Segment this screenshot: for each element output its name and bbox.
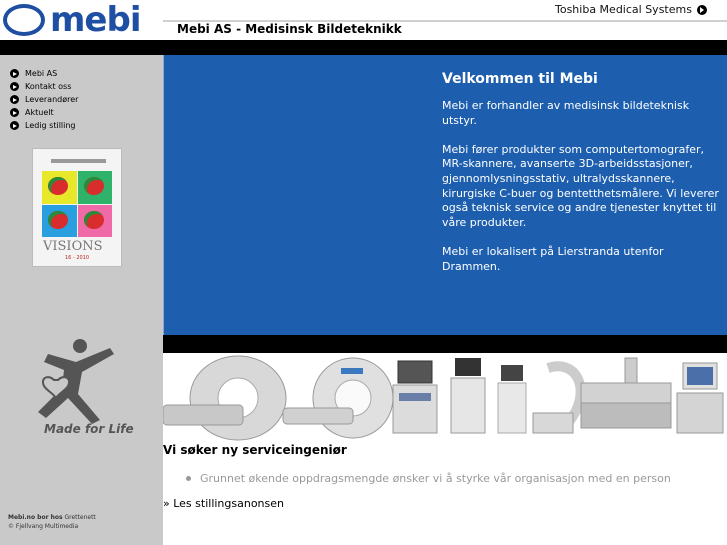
- sidebar-item-kontakt[interactable]: [10, 80, 78, 93]
- welcome-paragraph: Mebi fører produkter som computertomografer, MR-skannere, avanserte 3D-arbeidsstasjoner, gjennomlysningsstativ, ultralydsskannere, kirurgiske C-buer og bentetthetsmålere. Vi leverer også teknisk service og andre tjenester knyttet til våre produkter.: [442, 142, 719, 229]
- welcome-paragraph: Mebi er lokalisert på Lierstranda utenfor Drammen.: [442, 244, 664, 273]
- welcome-title: Velkommen til Mebi: [442, 71, 598, 87]
- sidebar-item-mebi-as[interactable]: [10, 67, 78, 80]
- divider-bar: [0, 40, 163, 55]
- magazine-cover-art: [42, 171, 112, 237]
- sidebar-item-label: Leverandører: [25, 95, 79, 104]
- arrow-bullet-icon: [10, 69, 19, 78]
- divider-bar: [163, 40, 727, 55]
- sidebar-item-aktuelt[interactable]: [10, 106, 78, 119]
- arrow-bullet-icon: [697, 5, 707, 15]
- logo-text: mebi: [50, 0, 141, 40]
- sidebar-item-label: Aktuelt: [25, 108, 54, 117]
- footer-copyright[interactable]: © Fjellvang Multimedia: [8, 523, 79, 530]
- vacancy-title: Vi søker ny serviceingeniør: [163, 443, 347, 457]
- arrow-bullet-icon: [10, 108, 19, 117]
- divider-bar: [163, 335, 727, 353]
- arrow-bullet-icon: [10, 95, 19, 104]
- footer-host-label: Mebi.no bor hos: [8, 514, 63, 521]
- magazine-header-decoration: [51, 159, 106, 163]
- page-title: Mebi AS - Medisinsk Bildeteknikk: [177, 22, 402, 36]
- arrow-bullet-icon: [10, 82, 19, 91]
- footer-host-link[interactable]: Grettenett: [62, 514, 96, 521]
- sidebar-item-label: Ledig stilling: [25, 121, 76, 130]
- medical-equipment-image: [163, 353, 727, 443]
- sidebar-item-leverandorer[interactable]: [10, 93, 78, 106]
- logo-ring-icon: [3, 4, 45, 36]
- welcome-paragraph: Mebi er forhandler av medisinsk bildeteknisk utstyr.: [442, 99, 690, 127]
- welcome-body: [442, 99, 722, 289]
- equipment-banner: [163, 353, 727, 443]
- arrow-bullet-icon: [10, 121, 19, 130]
- sidebar-footer: [8, 513, 96, 531]
- magazine-issue: 16 - 2010: [65, 255, 90, 261]
- logo[interactable]: [0, 0, 163, 40]
- bullet-dot-icon: [186, 476, 191, 481]
- sidebar-item-label: Mebi AS: [25, 69, 58, 78]
- welcome-panel: [163, 55, 727, 335]
- made-for-life-figure-icon: [18, 336, 128, 426]
- sidebar-nav: [10, 67, 78, 132]
- sidebar-item-label: Kontakt oss: [25, 82, 72, 91]
- vacancy-bullet: [186, 472, 671, 485]
- toshiba-link-label: Toshiba Medical Systems: [555, 3, 692, 16]
- sidebar-item-ledig-stilling[interactable]: [10, 119, 78, 132]
- sidebar: [0, 0, 163, 545]
- made-for-life-slogan: Made for Life: [44, 422, 134, 436]
- visions-magazine-cover[interactable]: [32, 148, 122, 267]
- read-job-ad-link[interactable]: » Les stillingsanonsen: [163, 497, 284, 510]
- magazine-title: VISIONS: [43, 239, 103, 254]
- toshiba-link[interactable]: [555, 3, 707, 16]
- vacancy-bullet-text: Grunnet økende oppdragsmengde ønsker vi å styrke vår organisasjon med en person: [200, 472, 671, 485]
